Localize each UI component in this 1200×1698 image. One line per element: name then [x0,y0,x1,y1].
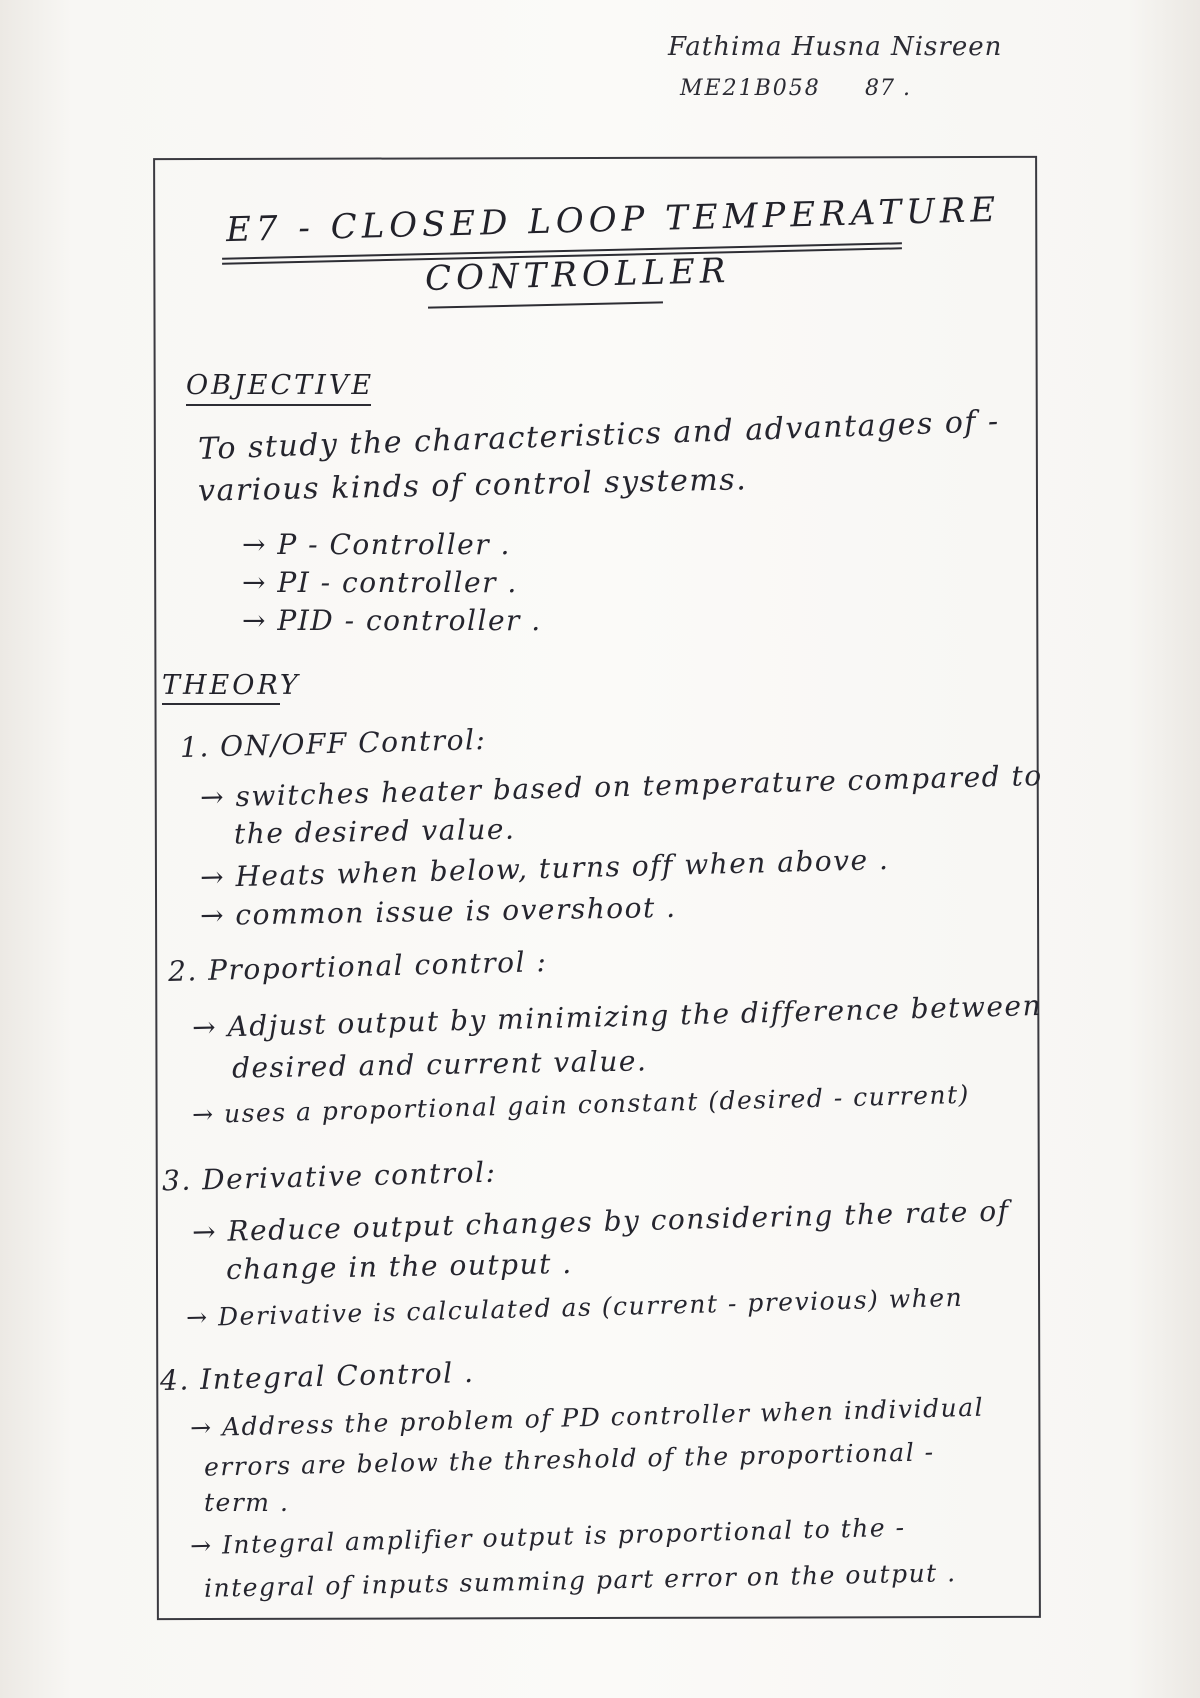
theory-line-10: 3. Derivative control: [161,1155,497,1198]
objective-line-5: → PID - controller . [242,604,542,637]
student-name: Fathima Husna Nisreen [668,32,1003,62]
theory-heading: THEORY [162,670,301,701]
theory-underline [162,703,280,705]
theory-line-16: errors are below the threshold of the proportional - [203,1437,935,1482]
theory-line-17: term . [204,1488,290,1517]
theory-line-7: → Adjust output by minimizing the difference between [191,988,1043,1045]
objective-heading: OBJECTIVE [186,370,375,401]
theory-line-14: 4. Integral Control . [159,1355,475,1398]
roll-number: ME21B058 [680,76,821,101]
theory-line-8: desired and current value. [231,1044,648,1085]
theory-line-5: → common issue is overshoot . [199,890,677,933]
theory-line-12: change in the output . [225,1246,573,1287]
title-line-2: CONTROLLER [424,251,731,299]
objective-line-3: → P - Controller . [242,528,511,561]
objective-line-4: → PI - controller . [242,566,518,599]
objective-line-1: To study the characteristics and advantages of - [197,404,1001,467]
objective-underline [186,404,371,406]
theory-line-18: → Integral amplifier output is proportional to the - [189,1512,906,1561]
theory-line-6: 2. Proportional control : [167,945,548,988]
objective-line-2: various kinds of control systems. [197,462,748,509]
theory-line-9: → uses a proportional gain constant (desired - current) [191,1079,971,1130]
theory-line-11: → Reduce output changes by considering the rate of [191,1194,1010,1249]
serial-number: 87 . [865,76,911,101]
theory-line-4: → Heats when below, turns off when above . [199,842,890,895]
theory-line-2: → switches heater based on temperature compared to [199,758,1044,815]
theory-line-15: → Address the problem of PD controller when individual [189,1392,985,1443]
theory-line-1: 1. ON/OFF Control: [179,722,487,765]
theory-line-3: the desired value. [233,812,516,851]
theory-line-19: integral of inputs summing part error on the output . [203,1558,957,1603]
theory-line-13: → Derivative is calculated as (current - previous) when [185,1282,964,1333]
title-line-1: E7 - CLOSED LOOP TEMPERATURE [225,189,1001,251]
